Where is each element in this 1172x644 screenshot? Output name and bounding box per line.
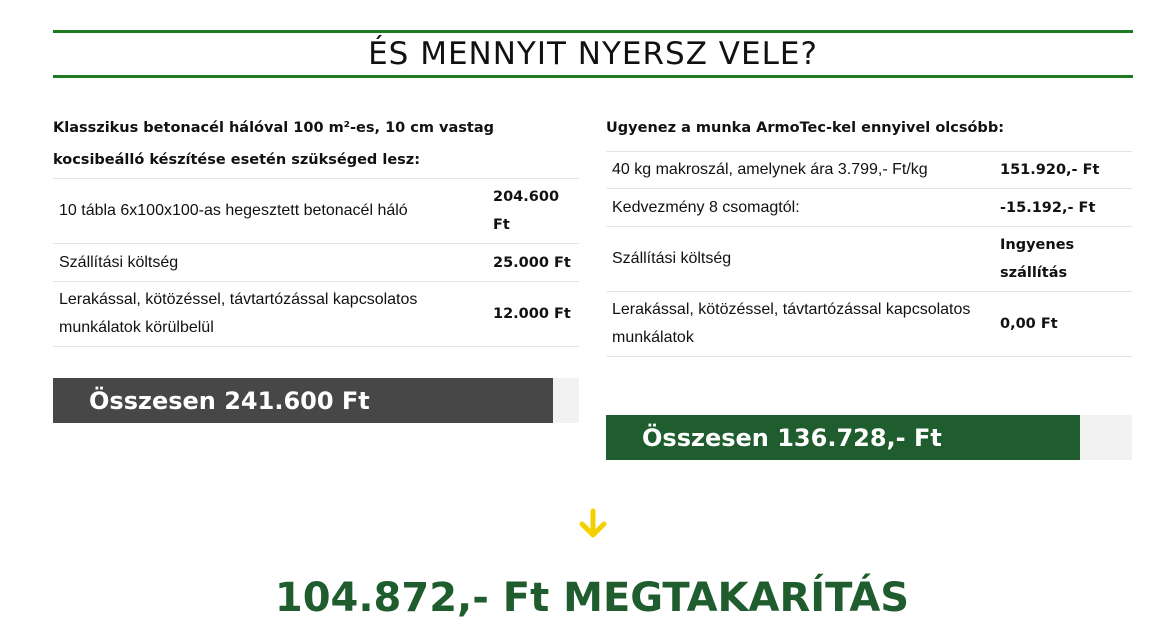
row-amount: 151.920,- Ft bbox=[994, 152, 1132, 189]
classic-intro: Klasszikus betonacél hálóval 100 m²-es, 10 cm vastag kocsibeálló készítése esetén szükséged lesz: bbox=[53, 120, 495, 168]
row-amount: 0,00 Ft bbox=[994, 292, 1132, 357]
table-row bbox=[606, 189, 1132, 227]
row-amount: Ingyenes szállítás bbox=[994, 227, 1132, 292]
armotec-total-box bbox=[606, 415, 1132, 460]
row-label: Szállítási költség bbox=[606, 227, 994, 292]
classic-total-box bbox=[53, 378, 579, 423]
page-title: ÉS MENNYIT NYERSZ VELE? bbox=[368, 36, 818, 72]
row-label: Lerakással, kötözéssel, távtartózással kapcsolatos munkálatok bbox=[606, 292, 994, 357]
table-row bbox=[606, 227, 1132, 292]
table-row bbox=[53, 179, 579, 244]
row-label: 40 kg makroszál, amelynek ára 3.799,- Ft/kg bbox=[606, 152, 994, 189]
armotec-cost-table bbox=[606, 151, 1132, 357]
row-label: Kedvezmény 8 csomagtól: bbox=[606, 189, 994, 227]
classic-cost-column bbox=[53, 112, 579, 347]
row-label: 10 tábla 6x100x100-as hegesztett betonacél háló bbox=[53, 179, 487, 244]
table-row bbox=[53, 244, 579, 282]
armotec-total: Összesen 136.728,- Ft bbox=[606, 415, 1080, 460]
row-amount: 25.000 Ft bbox=[487, 244, 579, 282]
title-band bbox=[53, 30, 1133, 78]
row-amount: -15.192,- Ft bbox=[994, 189, 1132, 227]
row-amount: 12.000 Ft bbox=[487, 282, 579, 347]
classic-total: Összesen 241.600 Ft bbox=[53, 378, 553, 423]
row-amount: 204.600 Ft bbox=[487, 179, 579, 244]
table-row bbox=[606, 292, 1132, 357]
savings-amount: 104.872,- Ft MEGTAKARÍTÁS bbox=[274, 575, 910, 621]
arrow-down-icon bbox=[575, 506, 611, 542]
table-row bbox=[606, 152, 1132, 189]
armotec-intro: Ugyenez a munka ArmoTec-kel ennyivel olcsóbb: bbox=[606, 120, 1004, 136]
classic-cost-table bbox=[53, 178, 579, 347]
row-label: Szállítási költség bbox=[53, 244, 487, 282]
armotec-cost-column bbox=[606, 112, 1132, 357]
row-label: Lerakással, kötözéssel, távtartózással kapcsolatos munkálatok körülbelül bbox=[53, 282, 487, 347]
table-row bbox=[53, 282, 579, 347]
